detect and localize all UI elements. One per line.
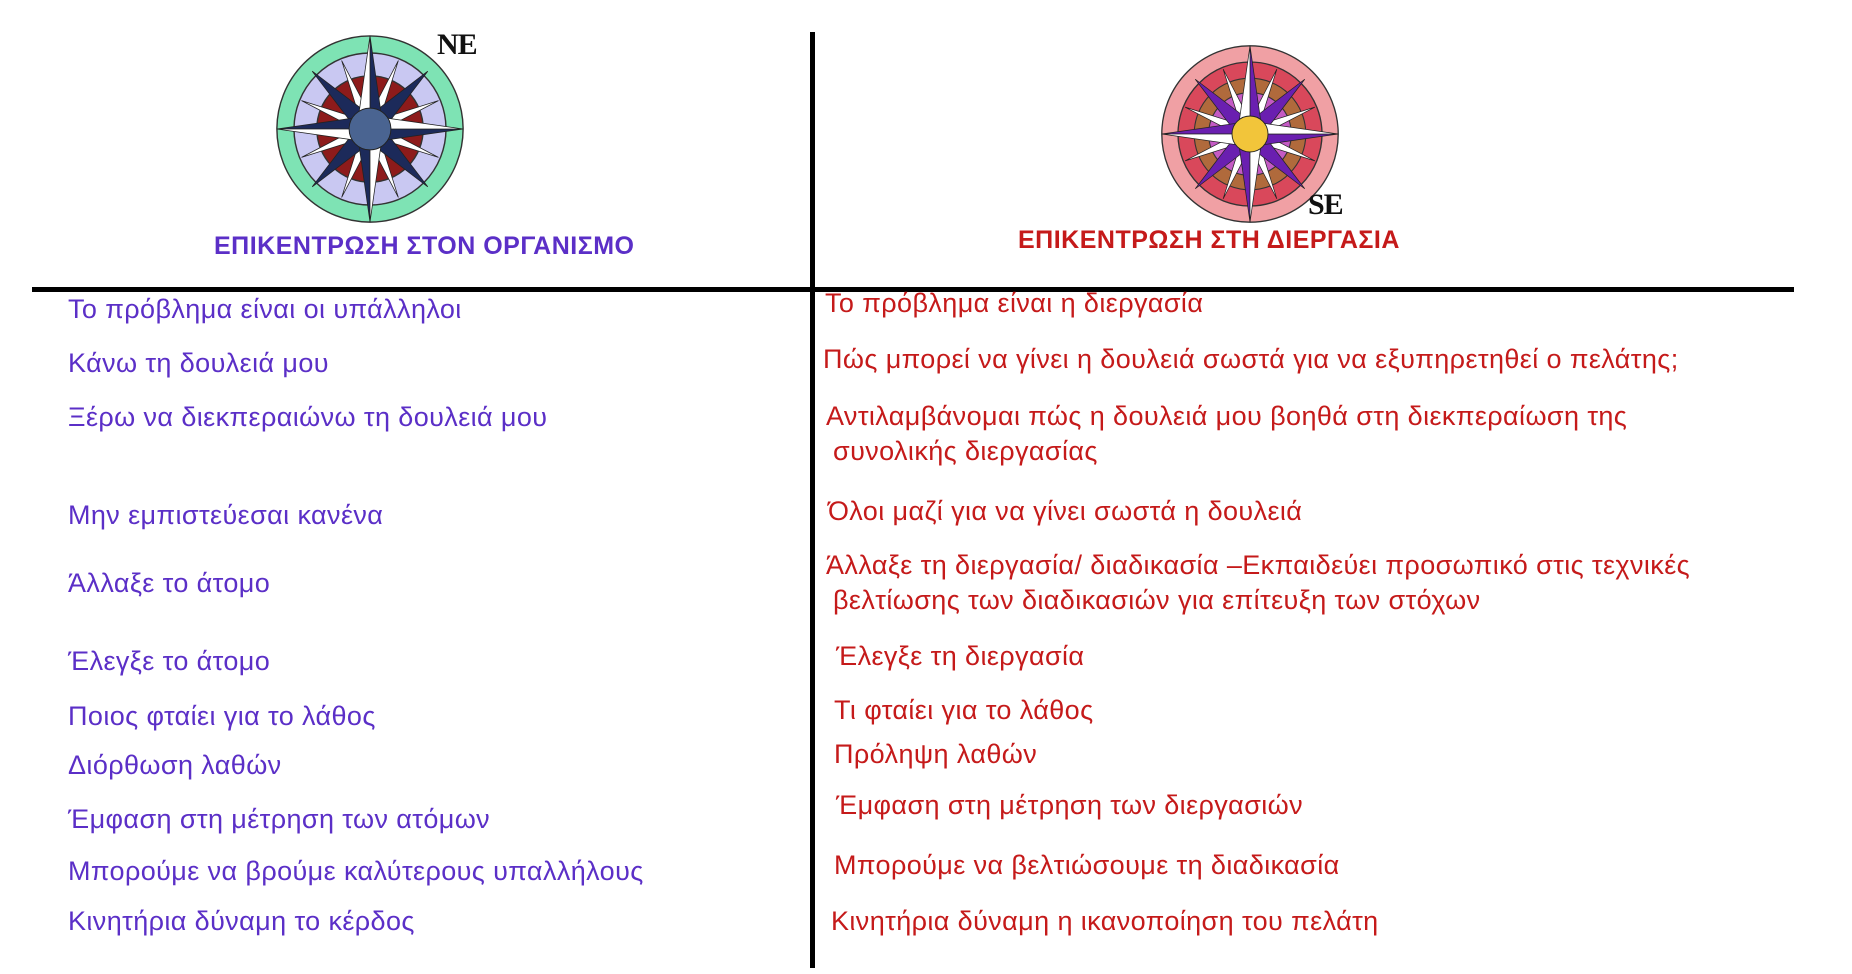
right-column-heading: ΕΠΙΚΕΝΤΡΩΣΗ ΣΤΗ ΔΙΕΡΓΑΣΙΑ bbox=[1018, 226, 1400, 254]
right-item: Πρόληψη λαθών bbox=[834, 739, 1038, 769]
right-item: Όλοι μαζί για να γίνει σωστά η δουλειά bbox=[828, 496, 1303, 526]
left-item: Το πρόβλημα είναι οι υπάλληλοι bbox=[68, 294, 462, 324]
left-item: Έλεγξε το άτομο bbox=[68, 646, 271, 676]
left-column-heading: ΕΠΙΚΕΝΤΡΩΣΗ ΣΤΟΝ ΟΡΓΑΝΙΣΜΟ bbox=[214, 232, 635, 260]
left-item: Μπορούμε να βρούμε καλύτερους υπαλλήλους bbox=[68, 856, 644, 886]
right-item: Κινητήρια δύναμη η ικανοποίηση του πελάτη bbox=[831, 906, 1379, 936]
right-item: συνολικής διεργασίας bbox=[833, 436, 1098, 466]
compass-rose-icon bbox=[275, 34, 465, 224]
right-item: Έμφαση στη μέτρηση των διεργασιών bbox=[836, 790, 1304, 820]
compass-label-se: SE bbox=[1308, 188, 1343, 221]
right-item: Έλεγξε τη διεργασία bbox=[836, 641, 1085, 671]
left-item: Άλλαξε το άτομο bbox=[68, 568, 271, 598]
right-item: Μπορούμε να βελτιώσουμε τη διαδικασία bbox=[834, 850, 1340, 880]
vertical-divider bbox=[810, 32, 815, 968]
left-item: Έμφαση στη μέτρηση των ατόμων bbox=[68, 804, 491, 834]
left-item: Κινητήρια δύναμη το κέρδος bbox=[68, 906, 415, 936]
right-item: Το πρόβλημα είναι η διεργασία bbox=[825, 288, 1204, 318]
left-item: Κάνω τη δουλειά μου bbox=[68, 348, 329, 378]
left-item: Ξέρω να διεκπεραιώνω τη δουλειά μου bbox=[68, 402, 548, 432]
right-item: Άλλαξε τη διεργασία/ διαδικασία –Εκπαιδεύει προσωπικό στις τεχνικές bbox=[826, 550, 1691, 580]
left-item: Διόρθωση λαθών bbox=[68, 750, 282, 780]
right-item: Τι φταίει για το λάθος bbox=[834, 695, 1094, 725]
left-item: Ποιος φταίει για το λάθος bbox=[68, 701, 376, 731]
right-item: Πώς μπορεί να γίνει η δουλειά σωστά για να εξυπηρετηθεί ο πελάτης; bbox=[823, 344, 1679, 374]
right-item: Αντιλαμβάνομαι πώς η δουλειά μου βοηθά στη διεκπεραίωση της bbox=[826, 401, 1628, 431]
left-item: Μην εμπιστεύεσαι κανένα bbox=[68, 500, 384, 530]
compass-label-ne: NE bbox=[437, 28, 477, 61]
right-item: βελτίωσης των διαδικασιών για επίτευξη των στόχων bbox=[833, 585, 1481, 615]
